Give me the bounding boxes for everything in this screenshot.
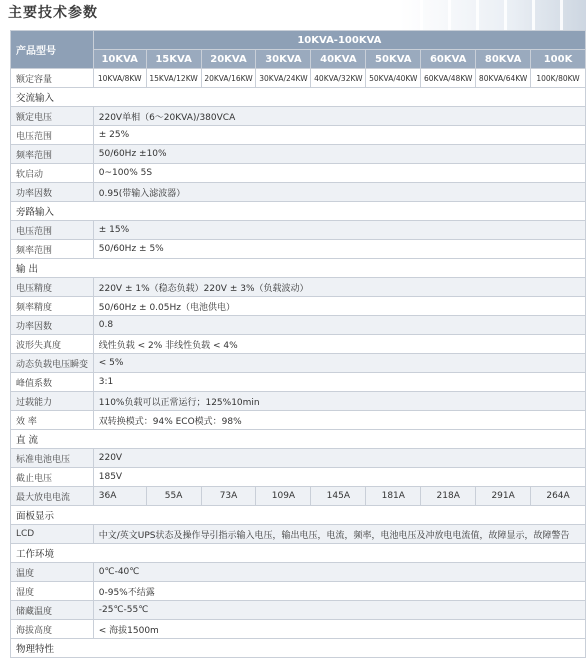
spec-value: 220V单相（6～20KVA)/380VCA <box>93 107 585 126</box>
spec-row <box>11 620 586 639</box>
discharge-value: 264A <box>531 487 586 506</box>
spec-row <box>11 582 586 601</box>
section-header <box>11 88 586 107</box>
discharge-row <box>11 487 586 506</box>
section-title: 物理特性 <box>11 639 586 658</box>
spec-value: 0-95%不结露 <box>93 582 585 601</box>
section-title: 工作环境 <box>11 544 586 563</box>
model-column-header: 40KVA <box>311 50 366 69</box>
section-title: 输 出 <box>11 259 586 278</box>
spec-value: ± 15% <box>93 221 585 240</box>
model-column-header: 15KVA <box>146 50 201 69</box>
spec-row <box>11 126 586 145</box>
spec-row <box>11 601 586 620</box>
capacity-value: 30KVA/24KW <box>256 69 311 88</box>
section-header <box>11 544 586 563</box>
capacity-value: 40KVA/32KW <box>311 69 366 88</box>
section-title: 面板显示 <box>11 506 586 525</box>
spec-row <box>11 411 586 430</box>
spec-label: 波形失真度 <box>11 335 94 354</box>
product-model-label: 产品型号 <box>11 31 94 69</box>
spec-label: 频率范围 <box>11 145 94 164</box>
discharge-value: 181A <box>366 487 421 506</box>
capacity-row <box>11 69 586 88</box>
spec-row <box>11 107 586 126</box>
model-column-header: 50KVA <box>366 50 421 69</box>
spec-label: 效 率 <box>11 411 94 430</box>
capacity-value: 100K/80KW <box>531 69 586 88</box>
spec-value: 110%负载可以正常运行；125%10min <box>93 392 585 411</box>
spec-label: LCD <box>11 525 94 544</box>
capacity-value: 10KVA/8KW <box>93 69 146 88</box>
spec-label: 峰值系数 <box>11 373 94 392</box>
spec-value: 50/60Hz ± 5% <box>93 240 585 259</box>
spec-value: 185V <box>93 468 585 487</box>
spec-row <box>11 278 586 297</box>
spec-row <box>11 183 586 202</box>
spec-label: 湿度 <box>11 582 94 601</box>
spec-label: 温度 <box>11 563 94 582</box>
spec-value: 0.95(带输入滤波器） <box>93 183 585 202</box>
discharge-value: 36A <box>93 487 146 506</box>
spec-label: 功率因数 <box>11 183 94 202</box>
spec-row <box>11 449 586 468</box>
spec-row <box>11 164 586 183</box>
capacity-value: 80KVA/64KW <box>476 69 531 88</box>
spec-value: ± 25% <box>93 126 585 145</box>
spec-row <box>11 145 586 164</box>
spec-row <box>11 316 586 335</box>
section-title: 直 流 <box>11 430 586 449</box>
capacity-value: 15KVA/12KW <box>146 69 201 88</box>
spec-label: 频率范围 <box>11 240 94 259</box>
spec-label: 动态负载电压瞬变 <box>11 354 94 373</box>
spec-label: 功率因数 <box>11 316 94 335</box>
section-header <box>11 639 586 658</box>
model-column-header: 60KVA <box>421 50 476 69</box>
section-header <box>11 506 586 525</box>
spec-label: 频率精度 <box>11 297 94 316</box>
discharge-value: 291A <box>476 487 531 506</box>
spec-value: 220V ± 1%（稳态负载）220V ± 3%（负载波动） <box>93 278 585 297</box>
page-title: 主要技术参数 <box>8 5 98 21</box>
spec-row <box>11 392 586 411</box>
discharge-value: 145A <box>311 487 366 506</box>
capacity-value: 20KVA/16KW <box>201 69 256 88</box>
spec-row <box>11 373 586 392</box>
header-row <box>11 31 586 50</box>
spec-label: 电压范围 <box>11 126 94 145</box>
spec-label: 软启动 <box>11 164 94 183</box>
spec-row <box>11 525 586 544</box>
spec-label: 电压范围 <box>11 221 94 240</box>
spec-row <box>11 354 586 373</box>
spec-label: 标准电池电压 <box>11 449 94 468</box>
spec-value: < 海拔1500m <box>93 620 585 639</box>
spec-row <box>11 221 586 240</box>
spec-label: 过载能力 <box>11 392 94 411</box>
discharge-value: 218A <box>421 487 476 506</box>
spec-value: < 5% <box>93 354 585 373</box>
spec-value: 中文/英文UPS状态及操作导引指示输入电压，输出电压，电流，频率，电池电压及冲放电电流值，故障显示，故障警告 <box>93 525 585 544</box>
spec-value: 220V <box>93 449 585 468</box>
section-title: 交流输入 <box>11 88 586 107</box>
spec-value: 0~100% 5S <box>93 164 585 183</box>
model-column-header: 100K <box>531 50 586 69</box>
model-column-header: 30KVA <box>256 50 311 69</box>
capacity-value: 50KVA/40KW <box>366 69 421 88</box>
section-header <box>11 430 586 449</box>
spec-label: 截止电压 <box>11 468 94 487</box>
spec-value: -25℃-55℃ <box>93 601 585 620</box>
capacity-value: 60KVA/48KW <box>421 69 476 88</box>
model-range: 10KVA-100KVA <box>93 31 585 50</box>
discharge-value: 109A <box>256 487 311 506</box>
spec-value: 双转换模式：94% ECO模式：98% <box>93 411 585 430</box>
spec-label: 海拔高度 <box>11 620 94 639</box>
section-header <box>11 259 586 278</box>
spec-row <box>11 468 586 487</box>
model-column-header: 20KVA <box>201 50 256 69</box>
spec-row <box>11 563 586 582</box>
model-column-header: 10KVA <box>93 50 146 69</box>
model-column-header: 80KVA <box>476 50 531 69</box>
spec-row <box>11 240 586 259</box>
spec-value: 50/60Hz ±10% <box>93 145 585 164</box>
spec-value: 0.8 <box>93 316 585 335</box>
spec-row <box>11 297 586 316</box>
model-row <box>11 50 586 69</box>
spec-table <box>10 30 586 658</box>
spec-label: 额定电压 <box>11 107 94 126</box>
spec-value: 50/60Hz ± 0.05Hz（电池供电） <box>93 297 585 316</box>
spec-value: 线性负载 < 2% 非线性负载 < 4% <box>93 335 585 354</box>
capacity-label: 额定容量 <box>11 69 94 88</box>
discharge-label: 最大放电电流 <box>11 487 94 506</box>
spec-label: 储藏温度 <box>11 601 94 620</box>
spec-row <box>11 335 586 354</box>
spec-value: 3:1 <box>93 373 585 392</box>
discharge-value: 55A <box>146 487 201 506</box>
section-title: 旁路输入 <box>11 202 586 221</box>
spec-value: 0℃-40℃ <box>93 563 585 582</box>
spec-label: 电压精度 <box>11 278 94 297</box>
section-header <box>11 202 586 221</box>
discharge-value: 73A <box>201 487 256 506</box>
